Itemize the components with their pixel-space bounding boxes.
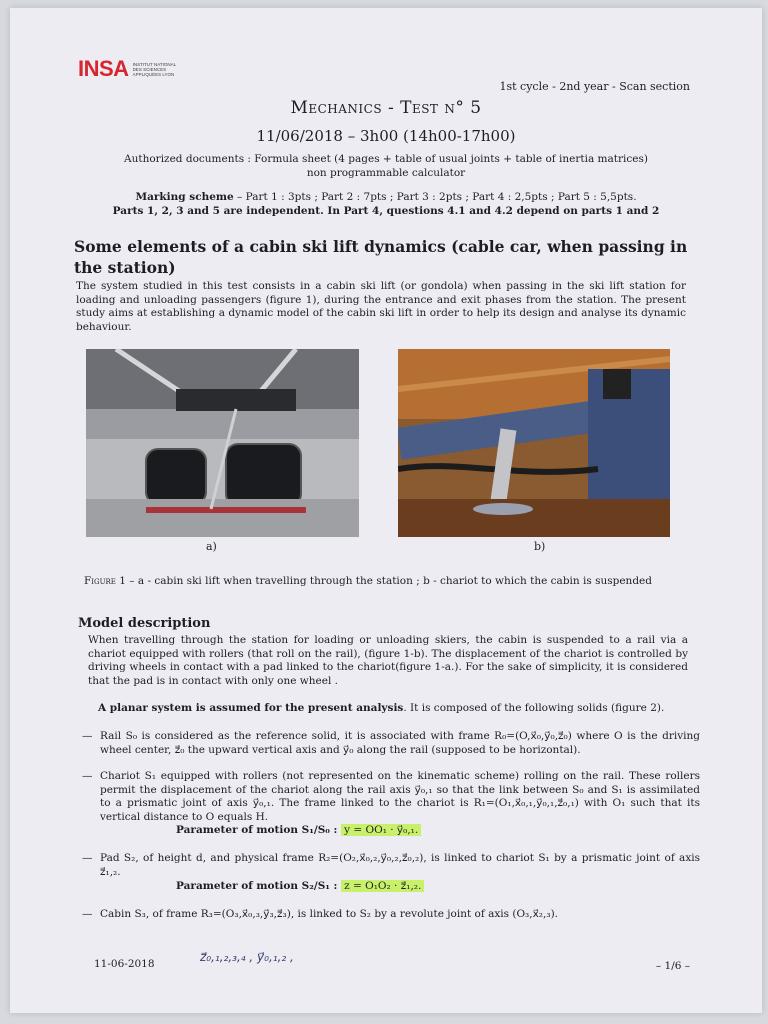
figure-caption [84, 575, 704, 587]
cycle-label: 1st cycle - 2nd year - Scan section [499, 80, 690, 93]
planar-assumption [98, 702, 698, 716]
bullet-rail-text: Rail S₀ is considered as the reference solid, it is associated with frame R₀=(O,x⃗₀,y⃗₀,z⃗₀) where O is the driving wheel center, z⃗₀ the upward vertical axis and y⃗₀ along the rail (supposed to be horizontal). [100, 730, 700, 756]
motion-parameter-1-highlight: y = OO₁ · y⃗₀,₁. [341, 824, 421, 836]
motion-parameter-2 [176, 880, 424, 892]
planar-rest: . It is composed of the following solids (figure 2). [403, 702, 665, 714]
photo-cabin-station [86, 349, 359, 537]
marking-label: Marking scheme [135, 191, 234, 203]
figure-label-a: a) [206, 540, 217, 553]
page-title: Mechanics - Test n° 5 [290, 98, 482, 118]
auth-line-2: non programmable calculator [306, 167, 466, 179]
page-number: – 1/6 – [655, 960, 690, 972]
handwritten-note: z⃗₀,₁,₂,₃,₄ , y⃗₀,₁,₂ , [200, 950, 294, 964]
exam-page [10, 8, 762, 1013]
authorized-documents [10, 152, 762, 180]
motion-parameter-2-label: Parameter of motion S₂/S₁ : [176, 880, 342, 892]
insa-logo [78, 56, 183, 82]
bullet-pad: — Pad S₂, of height d, and physical frame R₂=(O₂,x⃗₀,₂,y⃗₀,₂,z⃗₀,₂), is linked to chariot S₁ by a prismatic joint of axis z⃗₁,₂. [82, 852, 700, 878]
model-paragraph: When travelling through the station for loading or unloading skiers, the cabin is suspended to a rail via a chariot equipped with rollers (that roll on the rail), (figure 1-b). The displacement of the chariot is controlled by driving wheels in contact with a pad linked to the chariot(figure 1-a.). For the sake of simplicity, it is considered that the pad is in contact with only one wheel . [88, 634, 688, 687]
bullet-rail: — Rail S₀ is considered as the reference solid, it is associated with frame R₀=(O,x⃗₀,y⃗₀,z⃗₀) where O is the driving wheel center, z⃗₀ the upward vertical axis and y⃗₀ along the rail (supposed to be horizontal). [82, 730, 700, 756]
motion-parameter-1 [176, 824, 421, 836]
figure-caption-prefix: Figure 1 [84, 575, 126, 587]
parts-independence: Parts 1, 2, 3 and 5 are independent. In Part 4, questions 4.1 and 4.2 depend on parts 1 and 2 [112, 205, 660, 217]
bullet-chariot: — Chariot S₁ equipped with rollers (not represented on the kinematic scheme) rolling on the rail. These rollers permit the displacement of the chariot along the rail axis y⃗₀,₁ so that the link between S₀ and S₁ is assimilated to a prismatic joint of axis y⃗₀,₁. The frame linked to the chariot is R₁=(O₁,x⃗₀,₁,y⃗₀,₁,z⃗₀,₁) with O₁ such that its vertical distance to O equals H. [82, 770, 700, 823]
motion-parameter-2-highlight: z = O₁O₂ · z⃗₁,₂. [341, 880, 424, 892]
auth-line-1: Authorized documents : Formula sheet (4 pages + table of usual joints + table of inertia matrices) [124, 153, 648, 165]
test-date: 11/06/2018 – 3h00 (14h00-17h00) [256, 127, 516, 145]
motion-parameter-1-label: Parameter of motion S₁/S₀ : [176, 824, 342, 836]
model-heading: Model description [78, 616, 211, 631]
photo-chariot [398, 349, 670, 537]
intro-paragraph: The system studied in this test consists in a cabin ski lift (or gondola) when passing in the ski lift station for loading and unloading passengers (figure 1), during the entrance and exit phases from the station. The present study aims at establishing a dynamic model of the cabin ski lift in order to help its design and analyse its dynamic behaviour. [76, 280, 686, 333]
planar-bold: A planar system is assumed for the present analysis [98, 702, 404, 714]
footer-date: 11-06-2018 [94, 958, 155, 970]
section-heading: Some elements of a cabin ski lift dynamics (cable car, when passing in the station) [74, 237, 688, 277]
bullet-pad-text: Pad S₂, of height d, and physical frame R₂=(O₂,x⃗₀,₂,y⃗₀,₂,z⃗₀,₂), is linked to chariot S₁ by a prismatic joint of axis z⃗₁,₂. [100, 852, 700, 878]
logo-subtitle: INSTITUT NATIONAL DES SCIENCES APPLIQUÉES LYON [132, 61, 176, 77]
marking-scheme [10, 190, 762, 218]
marking-points: – Part 1 : 3pts ; Part 2 : 7pts ; Part 3 : 2pts ; Part 4 : 2,5pts ; Part 5 : 5,5pts. [233, 191, 637, 203]
logo-text: INSA [78, 56, 129, 81]
figure-label-b: b) [534, 540, 546, 553]
bullet-chariot-text: Chariot S₁ equipped with rollers (not represented on the kinematic scheme) rolling on the rail. These rollers permit the displacement of the chariot along the rail axis y⃗₀,₁ so that the link between S₀ and S₁ is assimilated to a prismatic joint of axis y⃗₀,₁. The frame linked to the chariot is R₁=(O₁,x⃗₀,₁,y⃗₀,₁,z⃗₀,₁) with O₁ such that its vertical distance to O equals H. [100, 770, 700, 823]
figure-caption-text: – a - cabin ski lift when travelling through the station ; b - chariot to which the cabin is suspended [125, 575, 652, 587]
bullet-cabin: — Cabin S₃, of frame R₃=(O₃,x⃗₀,₃,y⃗₃,z⃗₃), is linked to S₂ by a revolute joint of axis (O₃,x⃗₂,₃). [82, 908, 559, 920]
bullet-cabin-text: Cabin S₃, of frame R₃=(O₃,x⃗₀,₃,y⃗₃,z⃗₃), is linked to S₂ by a revolute joint of axis (O₃,x⃗₂,₃). [100, 908, 559, 920]
